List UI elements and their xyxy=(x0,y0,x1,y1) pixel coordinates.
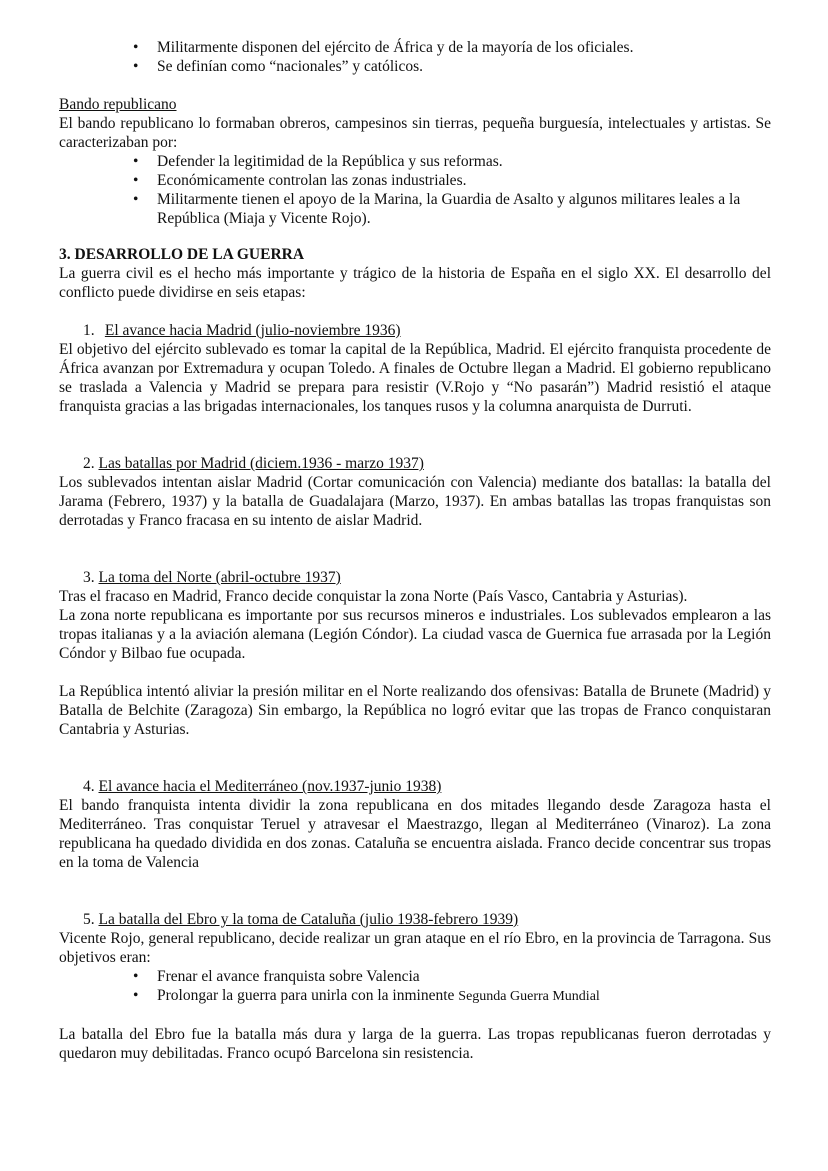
list-item: • Prolongar la guerra para unirla con la inminente Segunda Guerra Mundial xyxy=(133,987,600,1004)
stage-2-heading: 2. Las batallas por Madrid (diciem.1936 - marzo 1937) xyxy=(83,455,424,472)
list-item: • Frenar el avance franquista sobre Valencia xyxy=(133,968,420,985)
bullet-icon: • xyxy=(133,58,139,75)
bullet-icon: • xyxy=(133,968,139,985)
bullet-icon: • xyxy=(133,172,139,189)
section-intro: La guerra civil es el hecho más importante y trágico de la historia de España en el siglo XX. El desarrollo del conflicto puede dividirse en seis etapas: xyxy=(59,265,771,301)
stage-5-closing: La batalla del Ebro fue la batalla más dura y larga de la guerra. Las tropas republicanas fueron derrotadas y quedaron muy debilitadas. Franco ocupó Barcelona sin resistencia. xyxy=(59,1026,771,1062)
list-item: • Defender la legitimidad de la República y sus reformas. xyxy=(133,153,503,170)
list-item: • Se definían como “nacionales” y católicos. xyxy=(133,58,423,75)
bullet-icon: • xyxy=(133,39,139,56)
list-item: • Militarmente tienen el apoyo de la Marina, la Guardia de Asalto y algunos militares leales a la República (Miaja y Vicente Rojo). xyxy=(133,191,741,227)
republicano-bullet-list xyxy=(59,152,771,228)
stage-5-heading: 5. La batalla del Ebro y la toma de Cataluña (julio 1938-febrero 1939) xyxy=(83,911,519,928)
stage-4-heading: 4. El avance hacia el Mediterráneo (nov.1937-junio 1938) xyxy=(83,778,442,795)
stage-5-bullet-list xyxy=(59,967,771,1006)
list-item: • Militarmente disponen del ejército de África y de la mayoría de los oficiales. xyxy=(133,39,634,56)
republicano-heading: Bando republicano xyxy=(59,96,177,113)
intro-bullet-list xyxy=(59,38,771,76)
stage-3-heading: 3. La toma del Norte (abril-octubre 1937) xyxy=(83,569,341,586)
stage-1-paragraph: El objetivo del ejército sublevado es tomar la capital de la República, Madrid. El ejército franquista procedente de África avanzan por Extremadura y ocupan Toledo. A finales de Octubre llegan a Madrid. El gobierno republicano se traslada a Valencia y Madrid se prepara para resistir (V.Rojo y “No pasarán”) Madrid resistió el ataque franquista gracias a las brigadas internacionales, los tanques rusos y la columna anarquista de Durruti. xyxy=(59,341,771,415)
stage-1-heading: 1. El avance hacia Madrid (julio-noviembre 1936) xyxy=(83,322,401,339)
section-title: 3. DESARROLLO DE LA GUERRA xyxy=(59,246,305,263)
stage-3-paragraph: La zona norte republicana es importante por sus recursos mineros e industriales. Los sublevados emplearon a las tropas italianas y a la aviación alemana (Legión Cóndor). La ciudad vasca de Guernica fue arrasada por la Legión Cóndor y Bilbao fue ocupada. xyxy=(59,607,771,662)
stage-3-line: Tras el fracaso en Madrid, Franco decide conquistar la zona Norte (País Vasco, Cantabria y Asturias). xyxy=(59,588,688,605)
republicano-text: El bando republicano lo formaban obreros, campesinos sin tierras, pequeña burguesía, intelectuales y artistas. Se caracterizaban por: xyxy=(59,115,771,151)
stage-5-paragraph: Vicente Rojo, general republicano, decide realizar un gran ataque en el río Ebro, en la provincia de Tarragona. Sus objetivos eran: xyxy=(59,930,771,966)
bullet-icon: • xyxy=(133,191,139,208)
document-page xyxy=(59,38,771,1063)
stage-2-paragraph: Los sublevados intentan aislar Madrid (Cortar comunicación con Valencia) mediante dos batallas: la batalla del Jarama (Febrero, 1937) y la batalla de Guadalajara (Marzo, 1937). En ambas batallas las tropas franquistas son derrotadas y Franco fracasa en su intento de aislar Madrid. xyxy=(59,474,771,529)
stage-3-paragraph-2: La República intentó aliviar la presión militar en el Norte realizando dos ofensivas: Batalla de Brunete (Madrid) y Batalla de Belchite (Zaragoza) Sin embargo, la República no logró evitar que las tropas de Franco conquistaran Cantabria y Asturias. xyxy=(59,683,771,738)
bullet-icon: • xyxy=(133,987,139,1004)
stage-4-paragraph: El bando franquista intenta dividir la zona republicana en dos mitades llegando desde Zaragoza hasta el Mediterráneo. Tras conquistar Teruel y atravesar el Maestrazgo, llegan al Mediterráneo (Vinaroz). La zona republicana ha quedado dividida en dos zonas. Cataluña se encuentra aislada. Franco decide concentrar sus tropas en la toma de Valencia xyxy=(59,797,771,871)
bullet-icon: • xyxy=(133,153,139,170)
list-item: • Económicamente controlan las zonas industriales. xyxy=(133,172,467,189)
